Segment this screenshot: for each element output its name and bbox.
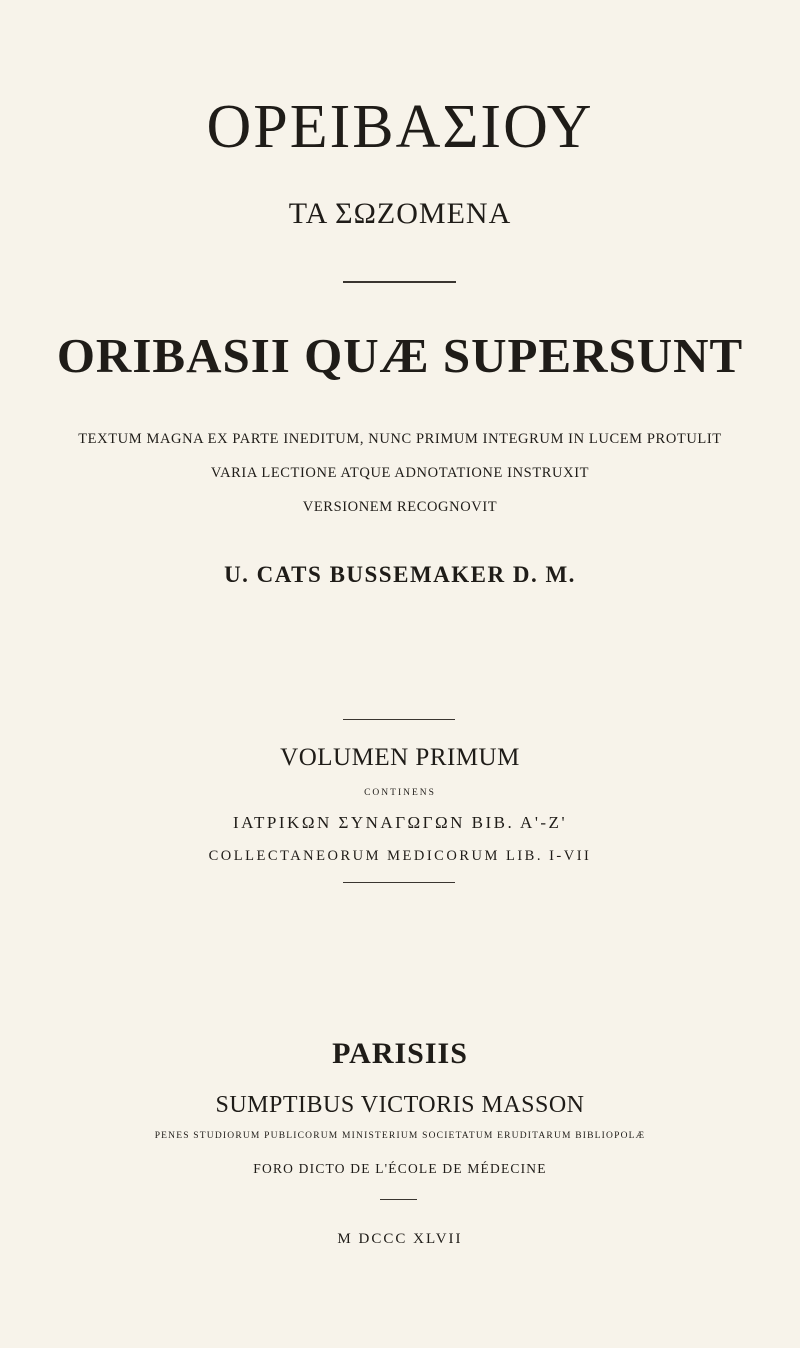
description-line: TEXTUM MAGNA EX PARTE INEDITUM, NUNC PRIMUM INTEGRUM IN LUCEM PROTULIT bbox=[78, 431, 722, 447]
imprint-publisher: SUMPTIBUS VICTORIS MASSON bbox=[215, 1092, 585, 1118]
description-line: VARIA LECTIONE ATQUE ADNOTATIONE INSTRUXIT bbox=[210, 465, 590, 481]
divider-rule bbox=[343, 882, 455, 883]
greek-subtitle: ΤΑ ΣΩΖΟΜΕΝΑ bbox=[288, 197, 512, 230]
imprint-year: M DCCC XLVII bbox=[337, 1231, 463, 1247]
latin-title: ORIBASII QUÆ SUPERSUNT bbox=[56, 328, 744, 383]
greek-author-title: ΟΡΕΙΒΑΣΙΟΥ bbox=[206, 93, 594, 161]
volume-heading: VOLUMEN PRIMUM bbox=[280, 744, 520, 771]
imprint-foro: FORO DICTO DE L'ÉCOLE DE MÉDECINE bbox=[253, 1161, 547, 1176]
continens-label: CONTINENS bbox=[364, 788, 436, 798]
contents-greek: ΙΑΤΡΙΚΩΝ ΣΥΝΑΓΩΓΩΝ ΒΙΒ. Α'-Ζ' bbox=[232, 813, 568, 832]
imprint-penes: PENES STUDIORUM PUBLICORUM MINISTERIUM SOCIETATUM ERUDITARUM BIBLIOPOLÆ bbox=[154, 1131, 646, 1141]
imprint-place: PARISIIS bbox=[332, 1037, 468, 1070]
divider-rule bbox=[343, 719, 455, 720]
editor-name: U. CATS BUSSEMAKER D. M. bbox=[224, 562, 576, 587]
divider-rule bbox=[380, 1199, 417, 1200]
description-line: VERSIONEM RECOGNOVIT bbox=[302, 499, 498, 515]
contents-latin: COLLECTANEORUM MEDICORUM LIB. I-VII bbox=[208, 848, 592, 864]
divider-rule bbox=[343, 281, 456, 283]
